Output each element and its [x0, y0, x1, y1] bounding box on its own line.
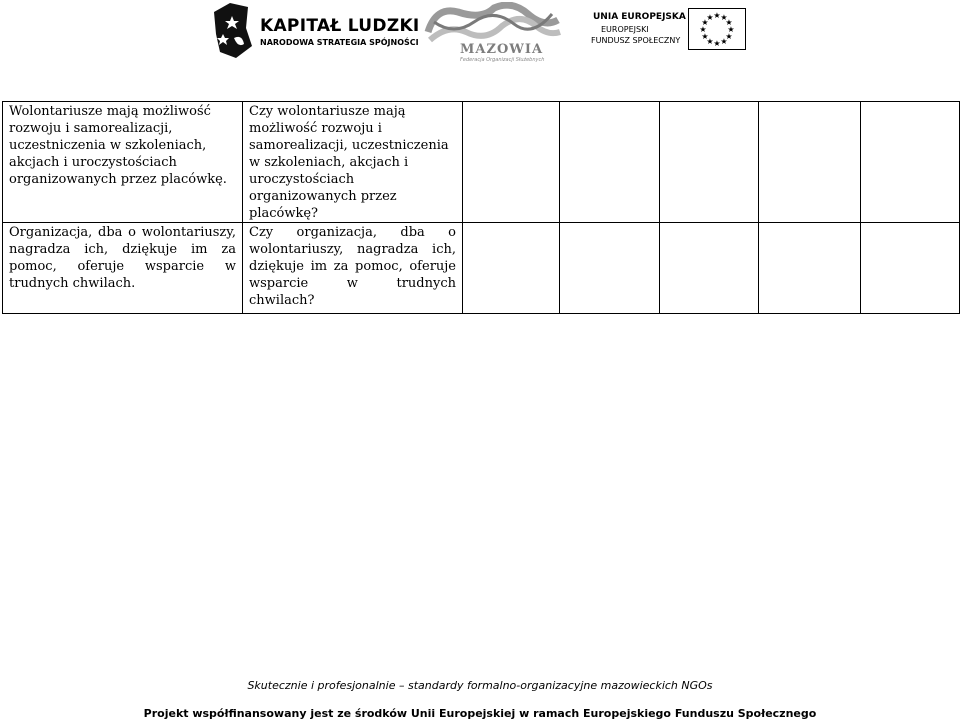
answer-cell[interactable] — [560, 223, 660, 314]
svg-text:★: ★ — [727, 25, 735, 34]
kapital-ludzki-emblem-icon — [210, 2, 256, 60]
answer-cell[interactable] — [660, 102, 759, 223]
svg-text:★: ★ — [720, 37, 728, 46]
mazowia-logo — [424, 2, 564, 64]
answer-cell[interactable] — [759, 223, 861, 314]
kapital-ludzki-subtitle: NARODOWA STRATEGIA SPÓJNOŚCI — [260, 38, 419, 47]
answer-cell[interactable] — [861, 102, 960, 223]
page-header — [0, 0, 960, 70]
svg-text:★: ★ — [701, 18, 709, 27]
answer-cell[interactable] — [759, 102, 861, 223]
eu-line2: EUROPEJSKI — [601, 25, 649, 34]
answer-cell[interactable] — [463, 102, 560, 223]
svg-text:★: ★ — [701, 32, 709, 41]
statement-cell: Wolontariusze mają możliwość rozwoju i samorealizacji, uczestniczenia w szkoleniach, akcjach i uroczystościach organizowanych przez placówkę. — [3, 102, 243, 223]
question-cell: Czy organizacja, dba o wolontariuszy, nagradza ich, dziękuje im za pomoc, oferuje wsparcie w trudnych chwilach? — [243, 223, 463, 314]
statement-cell: Organizacja, dba o wolontariuszy, nagradza ich, dziękuje im za pomoc, oferuje wsparcie w trudnych chwilach. — [3, 223, 243, 314]
svg-text:★: ★ — [725, 32, 733, 41]
kapital-ludzki-logo — [210, 2, 420, 60]
mazowia-tagline: Federacja Organizacji Służebnych — [460, 57, 545, 63]
table-row — [3, 223, 960, 314]
eu-line1: UNIA EUROPEJSKA — [593, 12, 686, 22]
eu-stars-icon — [689, 9, 745, 49]
eu-flag — [688, 8, 746, 50]
answer-cell[interactable] — [861, 223, 960, 314]
table-row — [3, 102, 960, 223]
kapital-ludzki-title: KAPITAŁ LUDZKI — [260, 16, 420, 36]
eu-line3: FUNDUSZ SPOŁECZNY — [591, 36, 681, 45]
svg-text:★: ★ — [706, 37, 714, 46]
svg-text:★: ★ — [713, 11, 721, 20]
standards-table — [2, 101, 960, 314]
mazowia-name: MAZOWIA — [460, 42, 544, 57]
svg-text:★: ★ — [699, 25, 707, 34]
svg-text:★: ★ — [720, 13, 728, 22]
answer-cell[interactable] — [463, 223, 560, 314]
answer-cell[interactable] — [560, 102, 660, 223]
question-cell: Czy wolontariusze mają możliwość rozwoju i samorealizacji, uczestniczenia w szkoleniach, akcjach i uroczystościach organizowanych przez placówkę? — [243, 102, 463, 223]
svg-text:★: ★ — [725, 18, 733, 27]
svg-text:★: ★ — [706, 13, 714, 22]
eu-logo — [588, 6, 750, 54]
knot-emblem-icon — [424, 2, 564, 46]
footer-title: Skutecznie i profesjonalnie – standardy formalno-organizacyjne mazowieckich NGOs — [247, 679, 713, 692]
svg-text:★: ★ — [713, 39, 721, 48]
answer-cell[interactable] — [660, 223, 759, 314]
footer-funding-note: Projekt współfinansowany jest ze środków Unii Europejskiej w ramach Europejskiego Funduszu Społecznego — [143, 707, 817, 720]
